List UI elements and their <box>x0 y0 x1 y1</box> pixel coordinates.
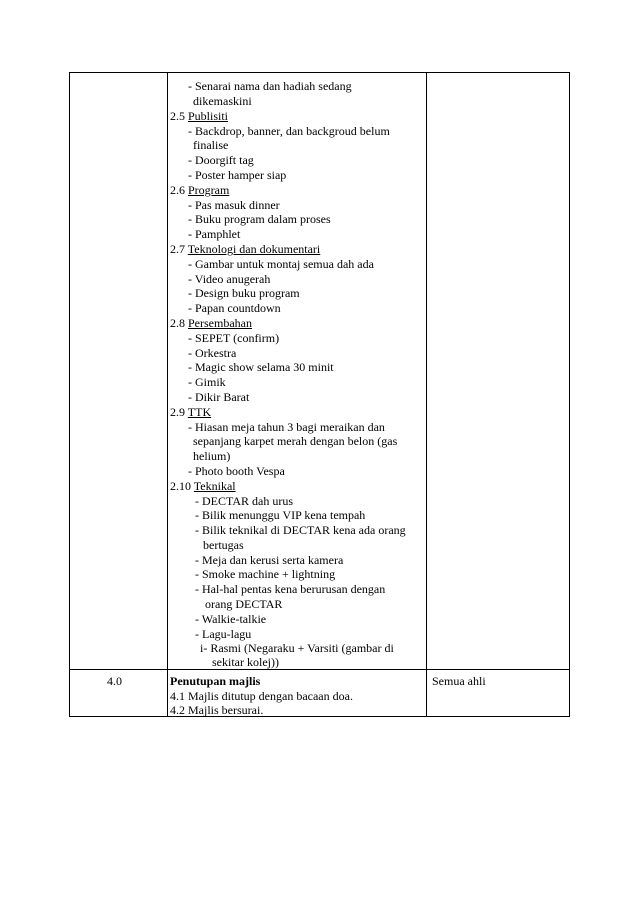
list-item: - Photo booth Vespa <box>188 464 285 478</box>
list-item: - Pamphlet <box>188 227 241 241</box>
section-heading: 2.10 Teknikal <box>170 479 236 493</box>
column-divider <box>167 73 168 716</box>
list-item: 4.1 Majlis ditutup dengan bacaan doa. <box>170 689 353 703</box>
list-item: - Poster hamper siap <box>188 168 287 182</box>
list-item: - Lagu-lagu <box>195 627 252 641</box>
section-heading: 2.7 Teknologi dan dokumentari <box>170 242 321 256</box>
list-item: - Orkestra <box>188 346 237 360</box>
list-item: - Walkie-talkie <box>195 612 267 626</box>
column-divider <box>426 73 427 716</box>
list-item: - Magic show selama 30 minit <box>188 360 334 374</box>
responsible-person: Semua ahli <box>432 674 486 688</box>
list-item: 4.2 Majlis bersurai. <box>170 703 264 717</box>
section-heading: 2.8 Persembahan <box>170 316 252 330</box>
list-item: - Dikir Barat <box>188 390 250 404</box>
list-item: - Design buku program <box>188 286 300 300</box>
list-item: - Pas masuk dinner <box>188 198 280 212</box>
list-item: orang DECTAR <box>205 597 283 611</box>
list-item: - Bilik teknikal di DECTAR kena ada orang <box>195 523 406 537</box>
list-item: - Doorgift tag <box>188 153 254 167</box>
list-item: sekitar kolej)) <box>212 655 279 669</box>
list-item: - Hiasan meja tahun 3 bagi meraikan dan <box>188 420 385 434</box>
list-item: - SEPET (confirm) <box>188 331 280 345</box>
list-item: - Hal-hal pentas kena berurusan dengan <box>195 582 386 596</box>
list-item: - Buku program dalam proses <box>188 212 331 226</box>
list-item: bertugas <box>203 538 244 552</box>
section-heading: 2.6 Program <box>170 183 230 197</box>
list-item: - Gambar untuk montaj semua dah ada <box>188 257 374 271</box>
list-item: helium) <box>193 449 231 463</box>
list-item: dikemaskini <box>193 94 252 108</box>
list-item: - Papan countdown <box>188 301 281 315</box>
row-number: 4.0 <box>107 674 122 688</box>
list-item: - Senarai nama dan hadiah sedang <box>188 79 352 93</box>
row-title: Penutupan majlis <box>170 674 261 688</box>
list-item: finalise <box>193 138 229 152</box>
list-item: - DECTAR dah urus <box>195 494 294 508</box>
list-item: - Gimik <box>188 375 226 389</box>
list-item: - Video anugerah <box>188 272 271 286</box>
list-item: - Backdrop, banner, dan backgroud belum <box>188 124 390 138</box>
minutes-table <box>69 72 570 717</box>
list-item: - Smoke machine + lightning <box>195 567 336 581</box>
list-item: sepanjang karpet merah dengan belon (gas <box>193 434 398 448</box>
section-heading: 2.5 Publisiti <box>170 109 229 123</box>
list-item: - Meja dan kerusi serta kamera <box>195 553 344 567</box>
section-heading: 2.9 TTK <box>170 405 212 419</box>
row-divider <box>70 669 569 670</box>
list-item: i- Rasmi (Negaraku + Varsiti (gambar di <box>200 641 394 655</box>
list-item: - Bilik menunggu VIP kena tempah <box>195 508 366 522</box>
